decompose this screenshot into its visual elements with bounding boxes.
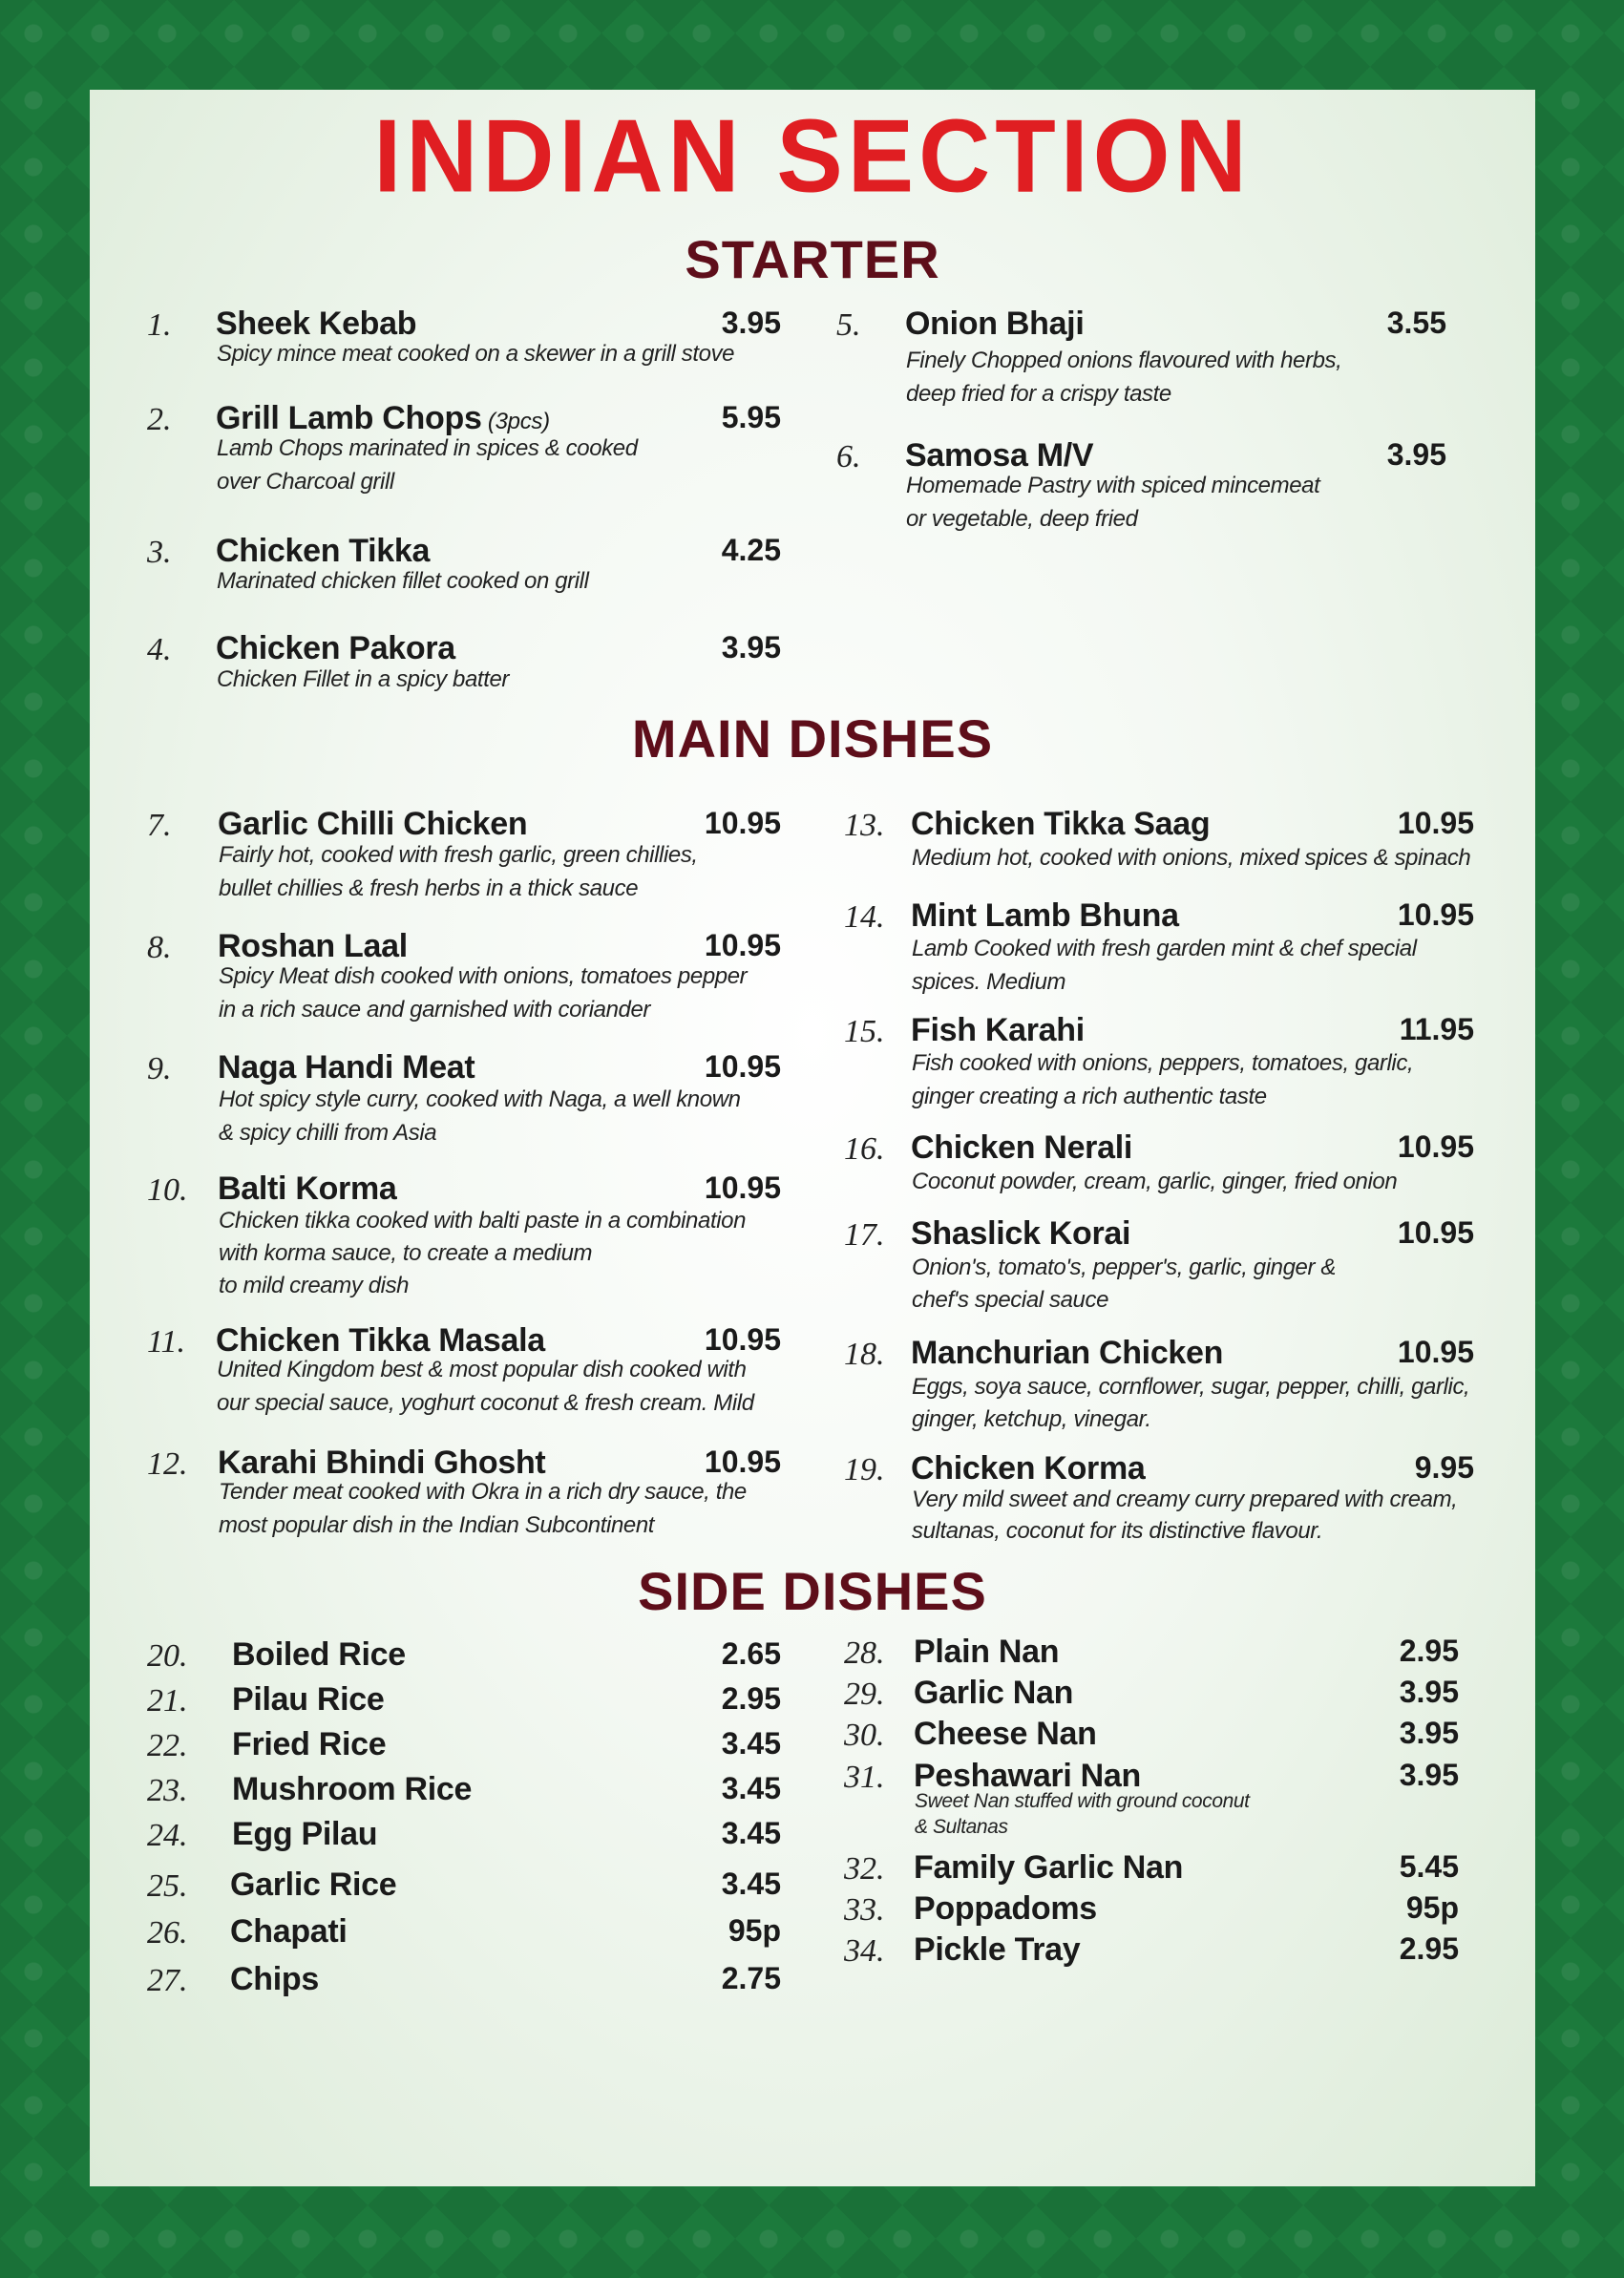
item-price: 3.45	[721, 1771, 781, 1805]
item-name-text: Grill Lamb Chops	[216, 400, 482, 436]
item-price: 2.75	[721, 1961, 781, 1995]
item-name	[232, 1683, 385, 1716]
item-number: 19.	[844, 1452, 885, 1487]
item-description: Chicken tikka cooked with balti paste in a combination	[219, 1208, 747, 1234]
item-price: 3.45	[721, 1816, 781, 1850]
item-number: 13.	[844, 808, 885, 843]
item-name-text: Samosa M/V	[905, 437, 1094, 474]
item-number: 14.	[844, 899, 885, 935]
item-price: 4.25	[721, 533, 781, 567]
item-name	[914, 1933, 1080, 1966]
item-number: 3.	[147, 535, 172, 570]
item-price: 5.95	[721, 400, 781, 434]
item-description: Lamb Cooked with fresh garden mint & chef special	[912, 936, 1417, 961]
item-name-text: Chicken Tikka	[216, 533, 431, 569]
item-name	[911, 1131, 1132, 1164]
item-price: 3.95	[721, 630, 781, 664]
item-price: 3.95	[1399, 1716, 1459, 1750]
item-price: 10.95	[704, 1445, 781, 1479]
item-number: 31.	[844, 1760, 885, 1795]
section-heading-main: MAIN DISHES	[631, 708, 994, 769]
item-name	[911, 808, 1210, 840]
item-number: 4.	[147, 632, 172, 667]
item-description: or vegetable, deep fried	[906, 506, 1138, 532]
item-name	[218, 808, 527, 840]
section-heading-side: SIDE DISHES	[638, 1561, 987, 1621]
item-price: 2.95	[1399, 1931, 1459, 1966]
item-description: Coconut powder, cream, garlic, ginger, fried onion	[912, 1169, 1398, 1194]
item-price: 10.95	[1397, 1215, 1474, 1250]
item-name-text: Chicken Nerali	[911, 1129, 1133, 1166]
item-name	[911, 1337, 1223, 1369]
item-name	[911, 899, 1179, 932]
item-description: Finely Chopped onions flavoured with herbs,	[906, 348, 1342, 373]
item-description: with korma sauce, to create a medium	[219, 1240, 593, 1266]
item-description: ginger, ketchup, vinegar.	[912, 1406, 1151, 1432]
item-number: 7.	[147, 808, 172, 843]
item-name	[911, 1452, 1146, 1485]
item-name	[914, 1677, 1073, 1709]
item-description: in a rich sauce and garnished with coriander	[219, 997, 651, 1023]
item-name	[905, 439, 1093, 472]
item-name-text: Chicken Tikka Saag	[911, 806, 1211, 842]
section-heading-starter: STARTER	[685, 229, 940, 289]
item-number: 30.	[844, 1718, 885, 1753]
item-number: 9.	[147, 1051, 172, 1086]
item-name-text: Egg Pilau	[232, 1816, 378, 1852]
item-name-text: Fish Karahi	[911, 1012, 1085, 1048]
item-name-text: Chicken Pakora	[216, 630, 455, 666]
item-description: Marinated chicken fillet cooked on grill	[217, 568, 589, 594]
item-name	[232, 1773, 472, 1805]
item-description: ginger creating a rich authentic taste	[912, 1084, 1267, 1109]
item-number: 33.	[844, 1892, 885, 1928]
item-name-text: Mint Lamb Bhuna	[911, 897, 1179, 934]
item-name-text: Shaslick Korai	[911, 1215, 1131, 1252]
item-price: 10.95	[1397, 1335, 1474, 1369]
item-name-text: Chapati	[230, 1913, 348, 1950]
item-name	[218, 1172, 397, 1205]
item-number: 32.	[844, 1851, 885, 1887]
item-name	[216, 535, 430, 567]
item-name-text: Fried Rice	[232, 1726, 387, 1762]
item-name-text: Cheese Nan	[914, 1716, 1097, 1752]
item-number: 16.	[844, 1131, 885, 1167]
item-description: over Charcoal grill	[217, 469, 394, 495]
item-description: Chicken Fillet in a spicy batter	[217, 666, 509, 692]
item-name-text: Chips	[230, 1961, 319, 1997]
item-price: 2.95	[721, 1681, 781, 1716]
item-name	[230, 1915, 348, 1948]
item-number: 2.	[147, 402, 172, 437]
item-price: 3.45	[721, 1726, 781, 1761]
item-description: Medium hot, cooked with onions, mixed spices & spinach	[912, 845, 1471, 871]
item-price: 3.95	[1399, 1758, 1459, 1792]
item-name-text: Boiled Rice	[232, 1636, 406, 1673]
item-name	[216, 632, 455, 664]
item-name	[232, 1638, 406, 1671]
item-price: 95p	[728, 1913, 781, 1948]
item-description: Eggs, soya sauce, cornflower, sugar, pepper, chilli, garlic,	[912, 1374, 1470, 1400]
item-description: Very mild sweet and creamy curry prepared with cream,	[912, 1487, 1458, 1512]
item-number: 27.	[147, 1963, 188, 1998]
item-name-text: Onion Bhaji	[905, 306, 1085, 342]
item-name-text: Chicken Korma	[911, 1450, 1146, 1487]
item-description: spices. Medium	[912, 969, 1066, 995]
item-description: Spicy mince meat cooked on a skewer in a grill stove	[217, 341, 735, 367]
item-number: 8.	[147, 930, 172, 965]
item-description: Tender meat cooked with Okra in a rich dry sauce, the	[219, 1479, 747, 1505]
item-price: 10.95	[704, 806, 781, 840]
item-name	[914, 1851, 1183, 1884]
item-description: & spicy chilli from Asia	[219, 1120, 437, 1146]
item-name	[914, 1760, 1141, 1792]
item-description: Spicy Meat dish cooked with onions, tomatoes pepper	[219, 963, 748, 989]
item-name-text: Plain Nan	[914, 1634, 1060, 1670]
item-name-text: Sheek Kebab	[216, 306, 417, 342]
item-description: United Kingdom best & most popular dish cooked with	[217, 1357, 747, 1382]
item-description: Sweet Nan stuffed with ground coconut	[915, 1790, 1250, 1812]
item-name-text: Pilau Rice	[232, 1681, 385, 1718]
item-name	[230, 1868, 396, 1901]
item-name	[218, 1051, 475, 1084]
item-name-text: Roshan Laal	[218, 928, 408, 964]
item-name-text: Balti Korma	[218, 1171, 397, 1207]
item-price: 95p	[1405, 1890, 1459, 1925]
item-name	[911, 1014, 1085, 1046]
item-price: 10.95	[704, 1322, 781, 1357]
item-description: Fairly hot, cooked with fresh garlic, green chillies,	[219, 842, 698, 868]
item-number: 26.	[147, 1915, 188, 1951]
item-name	[914, 1718, 1097, 1750]
item-name	[218, 1446, 545, 1479]
item-number: 1.	[147, 307, 172, 343]
item-number: 25.	[147, 1868, 188, 1904]
item-number: 15.	[844, 1014, 885, 1049]
item-price: 3.55	[1386, 306, 1446, 340]
item-price: 10.95	[1397, 806, 1474, 840]
item-name-text: Chicken Tikka Masala	[216, 1322, 545, 1359]
item-price: 10.95	[1397, 897, 1474, 932]
item-price: 10.95	[704, 928, 781, 962]
item-description: bullet chillies & fresh herbs in a thick sauce	[219, 875, 639, 901]
item-price: 5.45	[1399, 1849, 1459, 1884]
item-price: 10.95	[1397, 1129, 1474, 1164]
item-number: 29.	[844, 1677, 885, 1712]
item-name-text: Peshawari Nan	[914, 1758, 1141, 1794]
item-name	[232, 1728, 386, 1761]
item-name-text: Garlic Chilli Chicken	[218, 806, 528, 842]
item-name	[230, 1963, 319, 1995]
item-description: & Sultanas	[915, 1816, 1008, 1838]
item-name	[216, 1324, 545, 1357]
item-price: 3.95	[1386, 437, 1446, 472]
item-name-text: Family Garlic Nan	[914, 1849, 1184, 1886]
item-name-text: Mushroom Rice	[232, 1771, 473, 1807]
item-description: Hot spicy style curry, cooked with Naga, a well known	[219, 1086, 741, 1112]
item-number: 10.	[147, 1172, 188, 1208]
item-name-text: Karahi Bhindi Ghosht	[218, 1445, 546, 1481]
item-name-text: Pickle Tray	[914, 1931, 1081, 1968]
item-name	[911, 1217, 1130, 1250]
item-description: Lamb Chops marinated in spices & cooked	[217, 435, 638, 461]
item-number: 22.	[147, 1728, 188, 1763]
item-description: chef's special sauce	[912, 1287, 1109, 1313]
item-description: deep fried for a crispy taste	[906, 381, 1171, 407]
item-number: 24.	[147, 1818, 188, 1853]
item-note: (3pcs)	[481, 409, 550, 434]
item-number: 28.	[844, 1635, 885, 1671]
item-price: 2.95	[1399, 1634, 1459, 1668]
item-price: 10.95	[704, 1049, 781, 1084]
item-name	[216, 307, 416, 340]
item-number: 5.	[836, 307, 861, 343]
item-price: 11.95	[1399, 1012, 1474, 1046]
item-name	[232, 1818, 377, 1850]
item-price: 3.95	[1399, 1675, 1459, 1709]
item-name-text: Garlic Nan	[914, 1675, 1074, 1711]
item-name	[914, 1892, 1097, 1925]
item-name	[218, 930, 408, 962]
item-number: 11.	[147, 1324, 185, 1360]
item-number: 17.	[844, 1217, 885, 1253]
item-price: 2.65	[721, 1636, 781, 1671]
item-description: Homemade Pastry with spiced mincemeat	[906, 473, 1320, 498]
item-number: 18.	[844, 1337, 885, 1372]
item-number: 21.	[147, 1683, 188, 1719]
item-name	[216, 402, 550, 434]
item-description: Fish cooked with onions, peppers, tomatoes, garlic,	[912, 1050, 1414, 1076]
item-number: 34.	[844, 1933, 885, 1969]
item-description: to mild creamy dish	[219, 1273, 410, 1298]
item-description: most popular dish in the Indian Subcontinent	[219, 1512, 655, 1538]
item-price: 10.95	[704, 1171, 781, 1205]
item-number: 6.	[836, 439, 861, 475]
menu-title: INDIAN SECTION	[373, 98, 1252, 215]
item-price: 3.95	[721, 306, 781, 340]
item-description: sultanas, coconut for its distinctive flavour.	[912, 1518, 1323, 1544]
item-number: 12.	[147, 1446, 188, 1482]
item-description: Onion's, tomato's, pepper's, garlic, ginger &	[912, 1255, 1336, 1280]
item-name-text: Manchurian Chicken	[911, 1335, 1224, 1371]
item-name	[905, 307, 1084, 340]
item-name-text: Naga Handi Meat	[218, 1049, 475, 1086]
item-name-text: Garlic Rice	[230, 1867, 397, 1903]
menu-panel	[90, 90, 1535, 2186]
item-description: our special sauce, yoghurt coconut & fresh cream. Mild	[217, 1390, 754, 1416]
item-price: 9.95	[1414, 1450, 1474, 1485]
item-price: 3.45	[721, 1867, 781, 1901]
item-number: 23.	[147, 1773, 188, 1808]
item-number: 20.	[147, 1638, 188, 1674]
item-name	[914, 1635, 1059, 1668]
item-name-text: Poppadoms	[914, 1890, 1097, 1927]
